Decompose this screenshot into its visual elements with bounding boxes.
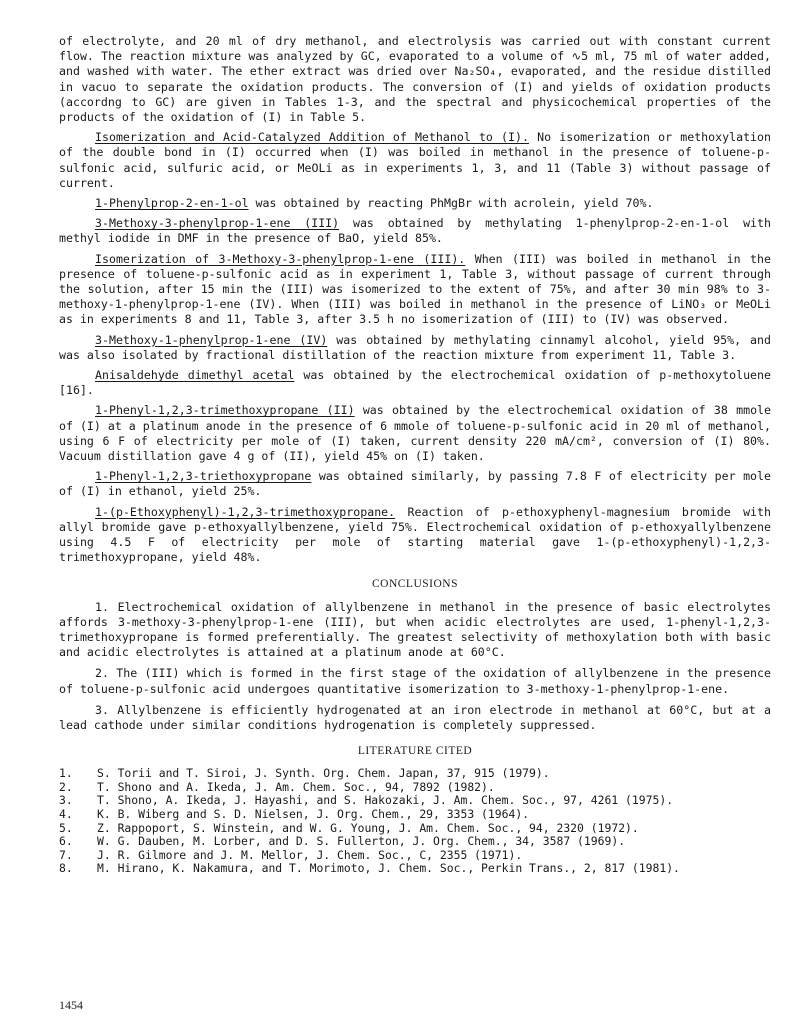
reference-text: M. Hirano, K. Nakamura, and T. Morimoto, J. Chem. Soc., Perkin Trans., 2, 817 (1981). bbox=[97, 861, 680, 876]
reference-number: 2. bbox=[59, 779, 73, 794]
reference-item bbox=[59, 781, 771, 795]
paragraph-electrolysis-procedure: of electrolyte, and 20 ml of dry methanol, and electrolysis was carried out with constant current flow. The reaction mixture was analyzed by GC, evaporated to a volume of ∿5 ml, 75 ml of water added, and washed with water. The ether extract was dried over Na₂SO₄, evaporated, and the residue distilled in vacuo to separate the oxidation products. The conversion of (I) and yields of oxidation products (accordng to GC) are given in Tables 1-3, and the spectral and physicochemical properties of the products of the oxidation of (I) in Table 5. bbox=[59, 34, 771, 125]
reference-item bbox=[59, 835, 771, 849]
paragraph-methoxy-phenylpropene-iv bbox=[59, 333, 771, 363]
reference-text: K. B. Wiberg and S. D. Nielsen, J. Org. Chem., 29, 3353 (1964). bbox=[97, 806, 530, 821]
reference-text: Z. Rappoport, S. Winstein, and W. G. Young, J. Am. Chem. Soc., 94, 2320 (1972). bbox=[97, 820, 639, 835]
paragraph-text: was obtained by the electrochemical oxidation of 38 mmole of (I) at a platinum anode in the presence of 6 mmole of toluene-p-sulfonic acid in 20 ml of methanol, using 6 F of electricity per mole of (I) taken, current density 220 mA/cm², conversion of (I) 80%. Vacuum distillation gave 4 g of (II), yield 45% on (I) taken. bbox=[59, 403, 772, 464]
paragraph-ethoxyphenyl-trimethoxypropane bbox=[59, 505, 771, 566]
reference-list bbox=[59, 767, 771, 876]
reference-text: W. G. Dauben, M. Lorber, and D. S. Fullerton, J. Org. Chem., 34, 3587 (1969). bbox=[97, 834, 626, 849]
compound-heading: 3-Methoxy-3-phenylprop-1-ene (III) bbox=[95, 216, 340, 231]
section-heading-isomerization-addition: Isomerization and Acid-Catalyzed Addition of Methanol to (I). bbox=[95, 130, 529, 145]
compound-heading: 1-Phenyl-1,2,3-triethoxypropane bbox=[95, 469, 312, 484]
conclusion-item: 2. The (III) which is formed in the first stage of the oxidation of allylbenzene in the presence of toluene-p-sulfonic acid undergoes quantitative isomerization to 3-methoxy-1-phenylprop-1-ene. bbox=[59, 666, 771, 696]
conclusion-item: 3. Allylbenzene is efficiently hydrogenated at an iron electrode in methanol at 60°C, but at a lead cathode under similar conditions hydrogenation is completely suppressed. bbox=[59, 702, 771, 732]
paragraph-text: was obtained similarly, by passing 7.8 F of electricity per mole of (I) in ethanol, yield 25%. bbox=[59, 469, 771, 499]
paragraph-text: Reaction of p-ethoxyphenyl-magnesium bromide with allyl bromide gave p-ethoxyallylbenzene, yield 75%. Electrochemical oxidation of p-ethoxyallylbenzene using 4.5 F of electricity per mole of starting material gave 1-(p-ethoxyphenyl)-1,2,3-trimethoxypropane, yield 48%. bbox=[59, 504, 771, 565]
reference-item bbox=[59, 849, 771, 863]
paragraph-isomerization-iii bbox=[59, 252, 771, 328]
reference-number: 5. bbox=[59, 820, 73, 835]
page-number: 1454 bbox=[59, 998, 83, 1012]
reference-item bbox=[59, 794, 771, 808]
compound-heading: 1-Phenylprop-2-en-1-ol bbox=[95, 196, 249, 211]
paragraph-text: No isomerization or methoxylation of the double bond in (I) occurred when (I) was boiled in methanol in the presence of toluene-p-sulfonic acid, sulfuric acid, or MeOLi as in experiments 1, 3, and 11 (Table 3) without passage of current. bbox=[59, 130, 771, 190]
reference-text: T. Shono, A. Ikeda, J. Hayashi, and S. Hakozaki, J. Am. Chem. Soc., 97, 4261 (1975). bbox=[97, 793, 674, 808]
paragraph-anisaldehyde-acetal bbox=[59, 368, 771, 398]
paragraph-triethoxypropane bbox=[59, 469, 771, 499]
reference-number: 8. bbox=[59, 861, 73, 876]
paragraph-text: was obtained by reacting PhMgBr with acrolein, yield 70%. bbox=[248, 196, 654, 211]
reference-text: J. R. Gilmore and J. M. Mellor, J. Chem. Soc., C, 2355 (1971). bbox=[97, 847, 523, 862]
paragraph-isomerization-addition bbox=[59, 130, 771, 191]
reference-item bbox=[59, 767, 771, 781]
conclusions-heading: CONCLUSIONS bbox=[371, 577, 458, 590]
reference-number: 3. bbox=[59, 793, 73, 808]
literature-cited-heading: LITERATURE CITED bbox=[357, 745, 473, 758]
reference-item bbox=[59, 862, 771, 876]
compound-heading: 3-Methoxy-1-phenylprop-1-ene (IV) bbox=[95, 332, 328, 347]
reference-item bbox=[59, 822, 771, 836]
paragraph-phenylpropenol bbox=[59, 196, 771, 211]
conclusion-item: 1. Electrochemical oxidation of allylbenzene in methanol in the presence of basic electrolytes affords 3-methoxy-3-phenylprop-1-ene (III), but when acidic electrolytes are used, 1-phenyl-1,2,3-trimethoxypropane is formed preferentially. The greatest selectivity of methoxylation both with basic and acidic electrolytes is attained at a platinum anode at 60°C. bbox=[59, 599, 771, 660]
compound-heading: Anisaldehyde dimethyl acetal bbox=[95, 368, 295, 383]
paragraph-text: was obtained by methylating cinnamyl alcohol, yield 95%, and was also isolated by fractional distillation of the reaction mixture from experiment 11, Table 3. bbox=[59, 332, 771, 362]
reference-text: T. Shono and A. Ikeda, J. Am. Chem. Soc., 94, 7892 (1982). bbox=[97, 779, 495, 794]
paper-page bbox=[59, 34, 771, 876]
reference-text: S. Torii and T. Siroi, J. Synth. Org. Chem. Japan, 37, 915 (1979). bbox=[97, 766, 550, 781]
section-heading-isomerization-iii: Isomerization of 3-Methoxy-3-phenylprop-1-ene (III). bbox=[95, 251, 466, 266]
reference-number: 6. bbox=[59, 834, 73, 849]
paragraph-text: When (III) was boiled in methanol in the presence of toluene-p-sulfonic acid as in experiment 1, Table 3, without passage of current through the solution, after 15 min the (III) was isomerized to the extent of 75%, and after 30 min 98% to 3-methoxy-1-phenylprop-1-ene (IV). When (III) was boiled in methanol in the presence of LiNO₃ or MeOLi as in experiments 8 and 11, Table 3, after 3.5 h no isomerization of (III) to (IV) was observed. bbox=[59, 251, 772, 327]
paragraph-text: was obtained by methylating 1-phenylprop-2-en-1-ol with methyl iodide in DMF in the presence of BaO, yield 85%. bbox=[59, 216, 771, 246]
reference-item bbox=[59, 808, 771, 822]
reference-number: 1. bbox=[59, 766, 73, 781]
paragraph-text: was obtained by the electrochemical oxidation of p-methoxytoluene [16]. bbox=[59, 368, 771, 398]
reference-number: 4. bbox=[59, 806, 73, 821]
compound-heading: 1-Phenyl-1,2,3-trimethoxypropane (II) bbox=[95, 403, 355, 418]
paragraph-trimethoxypropane-ii bbox=[59, 403, 771, 464]
paragraph-methoxy-phenylpropene-iii bbox=[59, 216, 771, 246]
compound-heading: 1-(p-Ethoxyphenyl)-1,2,3-trimethoxypropane. bbox=[95, 504, 396, 519]
reference-number: 7. bbox=[59, 847, 73, 862]
